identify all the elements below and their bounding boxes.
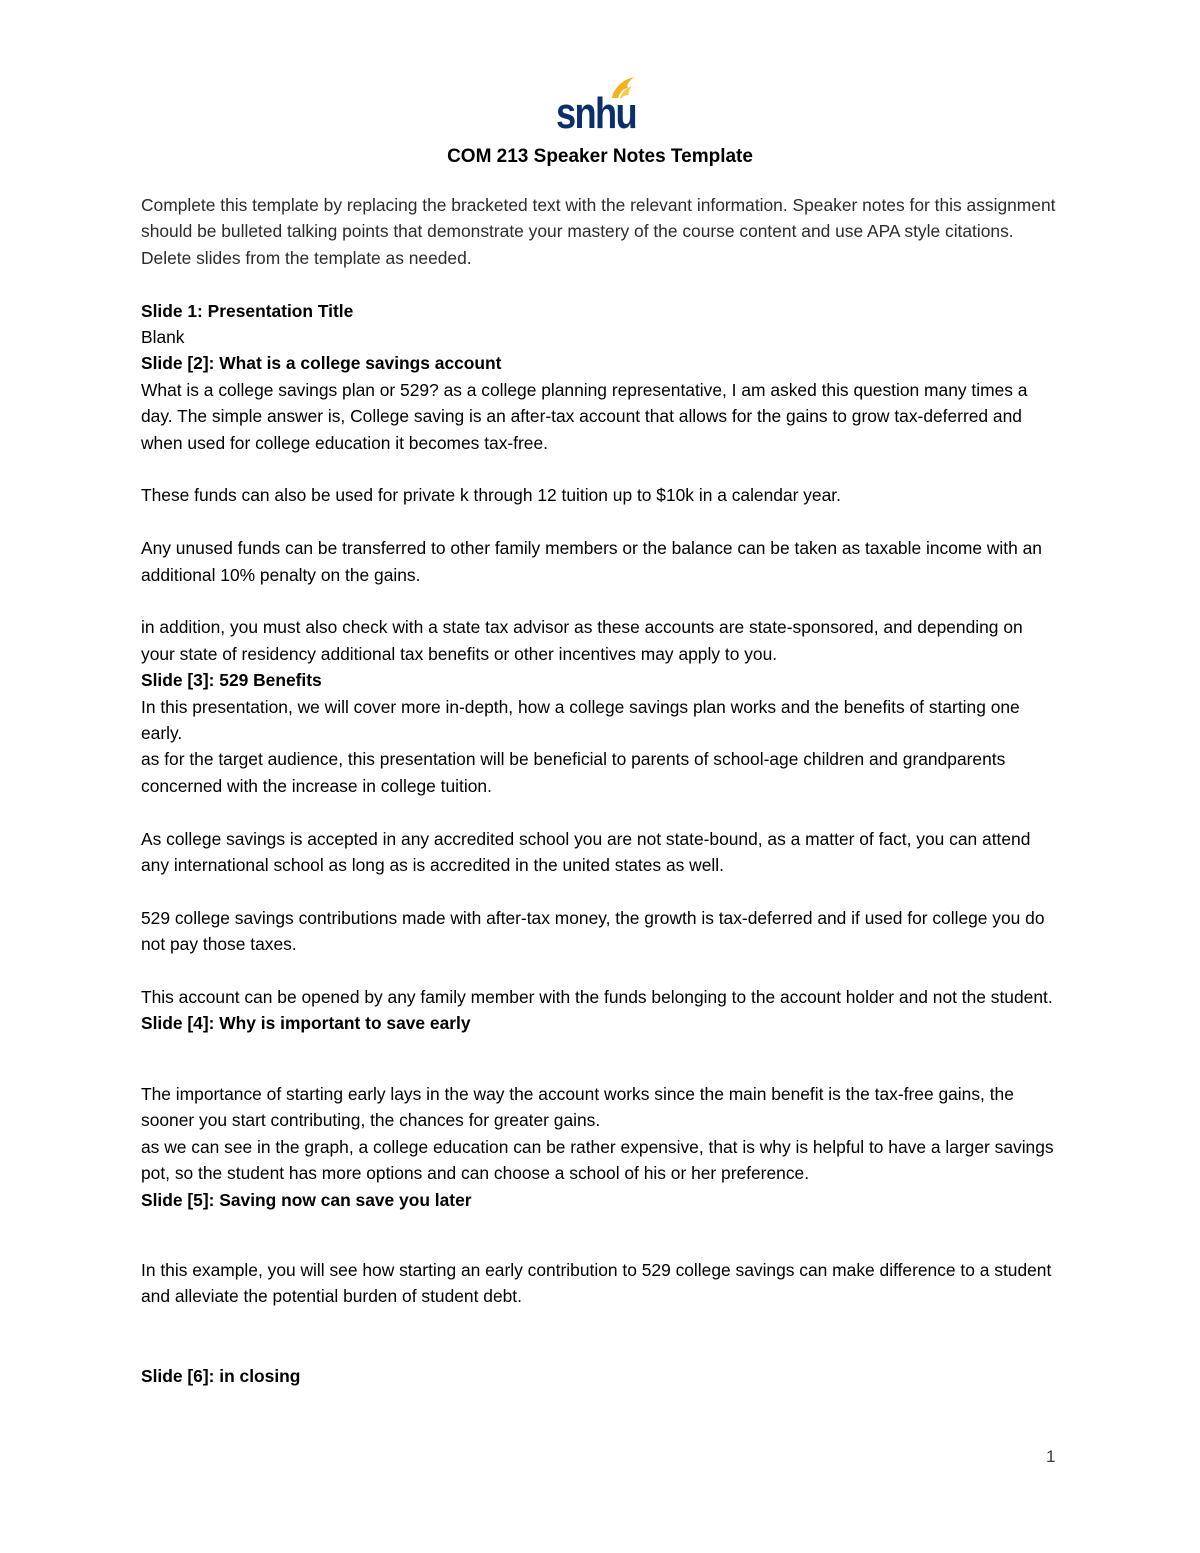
blank-line (141, 456, 1061, 482)
blank-line (141, 958, 1061, 984)
blank-line (141, 1310, 1061, 1363)
logo-wordmark: snhu (556, 89, 636, 138)
slide-3-paragraph: This account can be opened by any family member with the funds belonging to the account holder and not the student. (141, 987, 1053, 1008)
blank-line (141, 1213, 1061, 1257)
slide-3-paragraph: 529 college savings contributions made with after-tax money, the growth is tax-deferred and if used for college you do not pay those taxes. (141, 907, 1045, 955)
slide-2-paragraph: Any unused funds can be transferred to other family members or the balance can be taken as taxable income with an additional 10% penalty on the gains. (141, 538, 1042, 585)
slide-1-body: Blank (141, 327, 185, 348)
blank-line (141, 799, 1061, 825)
document-body (141, 192, 1061, 1389)
slide-1-heading: Slide 1: Presentation Title (141, 300, 354, 321)
slide-4-paragraph: The importance of starting early lays in the way the account works since the main benefit is the tax-free gains, the sooner you start contributing, the chances for greater gains. (141, 1083, 1014, 1131)
slide-4-heading: Slide [4]: Why is important to save early (141, 1013, 471, 1034)
slide-2-paragraph: These funds can also be used for private k through 12 tuition up to $10k in a calendar year. (141, 485, 841, 506)
intro-paragraph: Complete this template by replacing the bracketed text with the relevant information. Speaker notes for this assignment should be bulleted talking points that demonstrate your mastery of the course content and use APA style citations. Delete slides from the template as needed. (141, 195, 1056, 268)
slide-5-heading: Slide [5]: Saving now can save you later (141, 1189, 472, 1210)
slide-3-paragraph: In this presentation, we will cover more in-depth, how a college savings plan works and the benefits of starting one early. (141, 696, 1020, 744)
blank-line (141, 878, 1061, 904)
slide-4-paragraph: as we can see in the graph, a college education can be rather expensive, that is why is helpful to have a larger savings pot, so the student has more options and can choose a school of his or her preference. (141, 1136, 1054, 1184)
blank-line (141, 271, 1061, 297)
page-number: 1 (1046, 1447, 1056, 1466)
document-title: COM 213 Speaker Notes Template (447, 146, 753, 167)
slide-5-paragraph: In this example, you will see how starting an early contribution to 529 college savings can make difference to a student and alleviate the potential burden of student debt. (141, 1259, 1052, 1307)
slide-3-paragraph: as for the target audience, this presentation will be beneficial to parents of school-age children and grandparents concerned with the increase in college tuition. (141, 749, 1006, 796)
blank-line (141, 1037, 1061, 1081)
blank-line (141, 509, 1061, 535)
slide-6-heading: Slide [6]: in closing (141, 1365, 301, 1386)
blank-line (141, 588, 1061, 614)
slide-3-paragraph: As college savings is accepted in any accredited school you are not state-bound, as a matter of fact, you can attend any international school as long as is accredited in the united states as well. (141, 828, 1031, 876)
slide-2-heading: Slide [2]: What is a college savings account (141, 353, 502, 374)
slide-2-paragraph: What is a college savings plan or 529? as a college planning representative, I am asked this question many times a day. The simple answer is, College saving is an after-tax account that allows for the gains to grow tax-deferred and when used for college education it becomes tax-free. (141, 379, 1028, 453)
slide-2-paragraph: in addition, you must also check with a state tax advisor as these accounts are state-sponsored, and depending on your state of residency additional tax benefits or other incentives may apply to you. (141, 617, 1023, 664)
snhu-logo (554, 74, 640, 138)
slide-3-heading: Slide [3]: 529 Benefits (141, 670, 322, 691)
